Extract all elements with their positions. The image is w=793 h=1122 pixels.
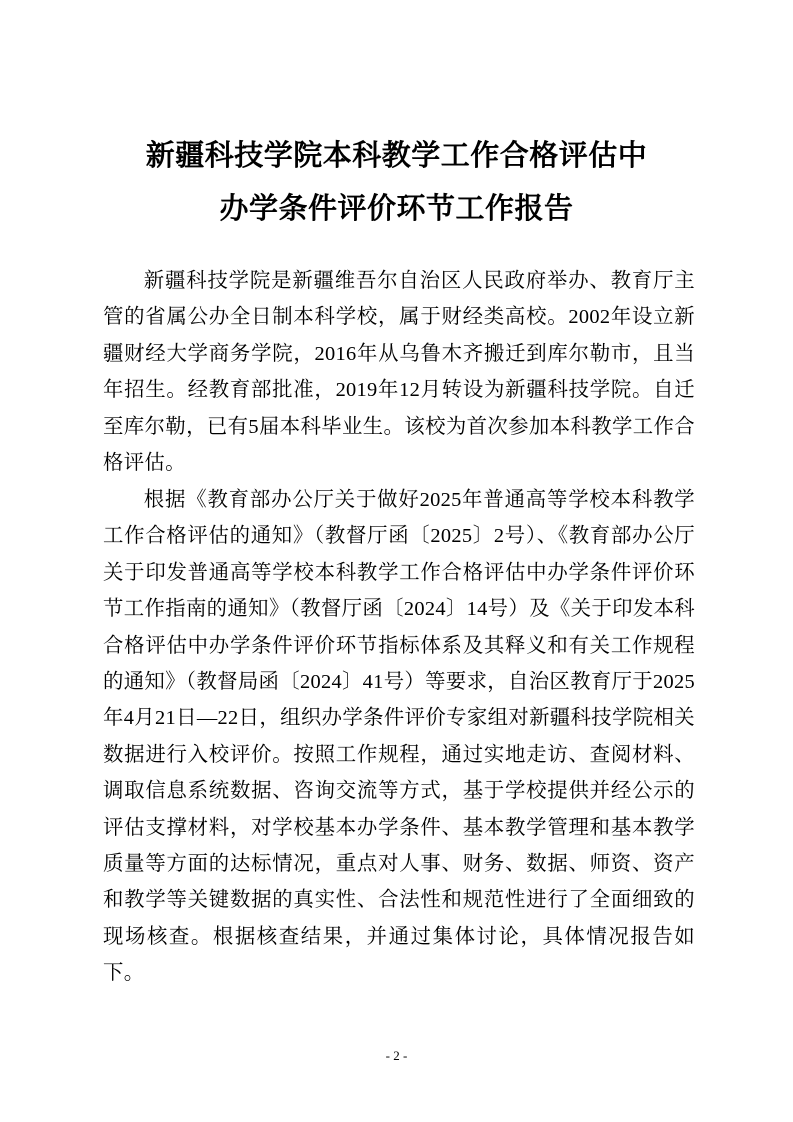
page-number: - 2 - xyxy=(385,1048,408,1063)
body-paragraph-2: 根据《教育部办公厅关于做好2025年普通高等学校本科教学工作合格评估的通知》（教督厅函〔2025〕2号）、《教育部办公厅关于印发普通高等学校本科教学工作合格评估中办学条件评价环节工作指南的通知》（教督厅函〔2024〕14号）及《关于印发本科合格评估中办学条件评价环节指标体系及其释义和有关工作规程的通知》（教督局函〔2024〕41号）等要求，自治区教育厅于2025年4月21日—22日，组织办学条件评价专家组对新疆科技学院相关数据进行入校评价。按照工作规程，通过实地走访、查阅材料、调取信息系统数据、咨询交流等方式，基于学校提供并经公示的评估支撑材料，对学校基本办学条件、基本教学管理和基本教学质量等方面的达标情况，重点对人事、财务、数据、师资、资产和教学等关键数据的真实性、合法性和规范性进行了全面细致的现场核查。根据核查结果，并通过集体讨论，具体情况报告如下。 xyxy=(103,489,695,985)
document-title-line-1: 新疆科技学院本科教学工作合格评估中 xyxy=(145,138,648,172)
body-paragraph-1: 新疆科技学院是新疆维吾尔自治区人民政府举办、教育厅主管的省属公办全日制本科学校，属于财经类高校。2002年设立新疆财经大学商务学院，2016年从乌鲁木齐搬迁到库尔勒市，且当年招生。经教育部批准，2019年12月转设为新疆科技学院。自迁至库尔勒，已有5届本科毕业生。该校为首次参加本科教学工作合格评估。 xyxy=(103,270,695,475)
document-title-line-2: 办学条件评价环节工作报告 xyxy=(219,191,574,225)
